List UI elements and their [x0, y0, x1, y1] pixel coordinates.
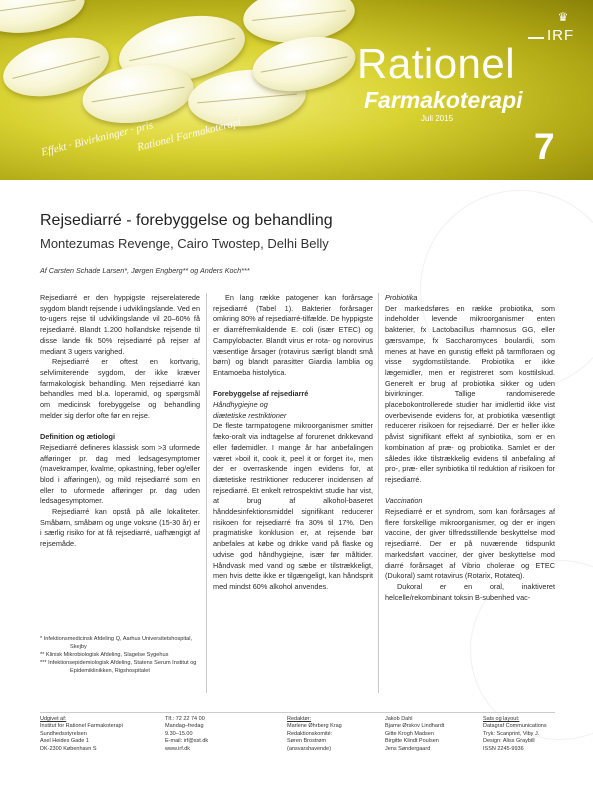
- paragraph: Rejsediarré er den hyppigste rejserelaterede sygdom blandt rejsende i udviklingslande. Ved en to-ugers rejse til udviklingslande vil 20–60% få rejsediarré. Blandt 1.200 hollandske rejsende til disse lande fik 50% rejsediarré på rejser af mediant 3 ugers varighed.: [40, 293, 200, 356]
- subsection-heading: Håndhygiejne og: [213, 400, 268, 410]
- footnote: *** Infektionsepidemiologisk Afdeling, Statens Serum Institut og Epidemiklinikken, Rigshospitalet: [40, 660, 197, 674]
- journal-subtitle: Farmakoterapi: [364, 87, 523, 113]
- subsection-heading: Probiotika: [385, 293, 418, 302]
- irf-logo: IRF: [547, 27, 575, 44]
- footnote: ** Klinisk Mikrobiologisk Afdeling, Slagelse Sygehus: [40, 652, 169, 658]
- subsection-heading: diætetiske restriktioner: [213, 410, 287, 420]
- logo-dash: [528, 37, 544, 39]
- masthead-banner: [0, 0, 593, 180]
- footer-editors: Redaktør: Marlene Øhrberg Krag Redaktionskomité: Søren Brostrøm (ansvarshavende): [287, 716, 342, 752]
- footer-production: Sats og layout: Datagraf Communications Tryk: Scanprint, Viby J. Design: Aliss Graybill ISSN 2245-9936: [483, 716, 547, 752]
- subsection-heading: Vaccination: [385, 496, 423, 506]
- section-heading: Forebyggelse af rejsediarré: [213, 389, 309, 399]
- tablet-image: [0, 0, 88, 39]
- text-column-1: [40, 293, 200, 550]
- text-column-2: [213, 293, 373, 593]
- journal-title: Rationel: [357, 40, 516, 87]
- paragraph: Rejsediarré er oftest en kortvarig, selvlimiterende sygdom, der ikke kræver farmakologisk behandling. Men rejsediarré kan behandles med bl.a. loperamid, og spørgsmål om medicinsk forebyggelse og behandling melder sig derfor ofte før en rejse.: [40, 357, 200, 420]
- paragraph: Rejsediarré er et syndrom, som kan forårsages af flere forskellige mikroorganismer, og der er ingen vaccine, der giver tilfredsstillende beskyttelse mod rejsediarré. Der er på nuværende tidspunkt markedsført vacciner, der giver beskyttelse mod diarré forårsaget af Vibrio cholerae og ETEC (Dukoral) samt rotavirus (Rotarix, Rotateq).: [385, 507, 555, 581]
- text-column-3: [385, 293, 555, 603]
- paragraph: Rejsediarré kan opstå på alle lokaliteter. Småbørn, småbørn og unge voksne (15-30 år) er i særlig risiko for at få rejsediarré, uafhængigt af rejsemåde.: [40, 507, 200, 549]
- email-link[interactable]: E-mail: irf@sst.dk: [165, 738, 209, 745]
- tagline-right: Rationel Farmakoterapi: [136, 116, 243, 154]
- article-title: Rejsediarré - forebyggelse og behandling: [40, 212, 333, 229]
- footer-committee: Jakob Dahl Bjarne Ørskov Lindhardt Gitte Krogh Madsen Birgitte Klindt Poulsen Jens Søndergaard: [385, 716, 445, 752]
- footnote: * Infektionsmedicinsk Afdeling Q, Aarhus Universitetshospital, Skejby: [40, 636, 193, 650]
- paragraph: Dukoral er en oral, inaktiveret helcelle/rekombinant toksin B-subenhed vac-: [385, 581, 555, 602]
- footer-contact: Tlf.: 72 22 74 00 Mandag–fredag 9.30–15.00 E-mail: irf@sst.dk www.irf.dk: [165, 716, 255, 753]
- footer-publisher: Udgivet af: Institut for Rationel Farmakoterapi Sundhedsstyrelsen Axel Heides Gade 1 DK-2300 København S: [40, 716, 123, 752]
- tagline-left: Effekt · Bivirkninger · pris: [40, 119, 155, 159]
- website-link[interactable]: www.irf.dk: [165, 745, 191, 752]
- crown-icon: ♛: [557, 10, 569, 24]
- column-divider: [378, 293, 379, 693]
- issue-number: 7: [534, 126, 555, 167]
- footer-rule: [40, 712, 555, 713]
- paragraph: De fleste tarmpatogene mikroorganismer smitter fæko-oralt via indtagelse af forurenet drikkevand eller fødemidler. I mange år har anbefalingen været »boil it, cook it, peel it or forget it«, men der er overraskende ingen evidens for, at diætetiske restriktioner reducerer incidensen af rejsediarré. Et enkelt retrospektivt studie har vist, at brug af alkohol-baseret hånddesinfektionsmiddel signifikant reducerer risikoen for rejsediarré fra 30% til 17%. Den pragmatiske konklusion er, at rejsende bør anbefales at købe og drikke vand på flaske og udvise god håndhygiejne, især før måltider. Håndvask med vand og sæbe er tilstrækkeligt, men hvis dette ikke er tilgængeligt, kan håndsprit med mindst 60% alkohol anvendes.: [213, 421, 373, 591]
- section-heading: Definition og ætiologi: [40, 432, 115, 442]
- paragraph: Rejsediarré defineres klassisk som >3 uformede afføringer pr. dag med ledsagesymptomer (mavekramper, kvalme, opkastning, feber og/eller blod i afføringen), og mild rejsediarré som en eller to uformede afføringer pr. dag uden ledsagesymptomer.: [40, 442, 200, 506]
- article-authors: Af Carsten Schade Larsen*, Jørgen Engberg** og Anders Koch***: [40, 266, 250, 275]
- article-subtitle: Montezumas Revenge, Cairo Twostep, Delhi Belly: [40, 236, 329, 251]
- paragraph: Der markedsføres en række probiotika, som indeholder levende mikroorganismer enten bakterier, fx Lactobacillus rhamnosus GG, eller gærsvampe, fx Saccharomyces boulardii, som menes at have en gunstig effekt på tarmfloraen og visse sygdomstilstande. Probiotika er ikke lægemidler, men er registreret som kosttilskud. Generelt er brug af probiotika sikker og uden bivirkninger. Tallige randomiserede placebokontrollerede studier har imidlertid ikke vist overbevisende evidens for, at probiotika væsentligt reducerer risikoen for rejsediarré. Der er heller ikke påvist signifikant effekt af synbiotika, som er en kombination af præ- og probiotika. Samlet er der således ikke tilstrækkelig evidens til anbefaling af pro-, præ- eller synbiotika til reduktion af risikoen for rejsediarré.: [385, 303, 555, 484]
- issue-date: Juli 2015: [421, 114, 454, 123]
- column-divider: [206, 293, 207, 693]
- author-affiliations: [40, 635, 210, 675]
- paragraph: En lang række patogener kan forårsage rejsediarré (Tabel 1). Bakterier forårsager omkring 80% af rejsediarré-tilfælde. De hyppigste er diarréfremkaldende E. coli (især ETEC) og Campylobacter. Blandt virus er rota- og norovirus væsentlige årsager (rotavirus særligt blandt små børn) og blandt parasitter Giardia lamblia og Entamoeba histolytica.: [213, 293, 373, 377]
